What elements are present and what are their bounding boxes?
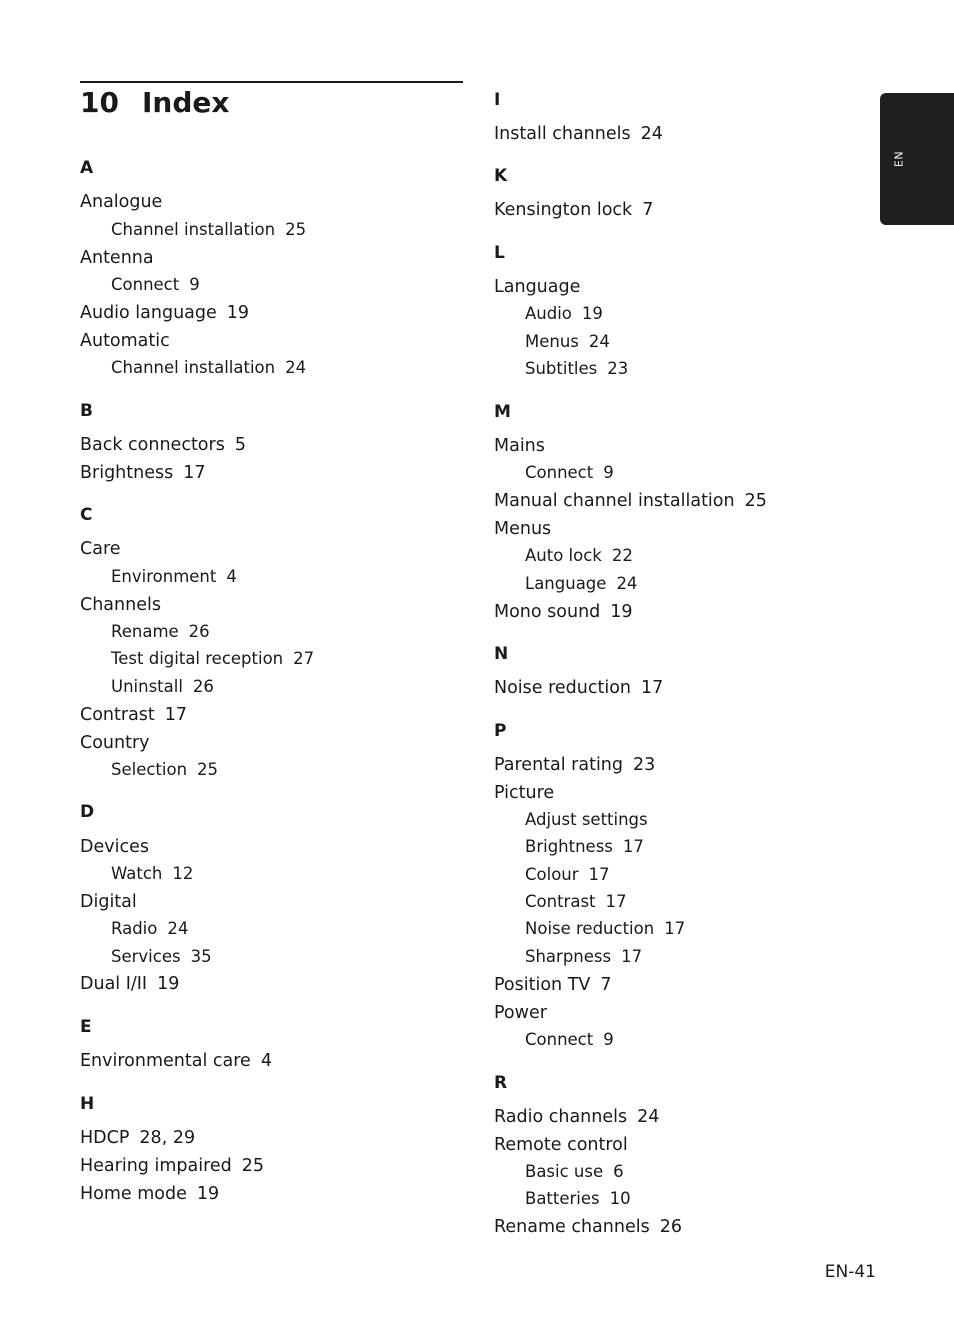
index-page-ref: 25 [197,760,219,779]
index-entry [494,1216,682,1238]
index-subentry [494,891,627,913]
index-page-ref: 17 [164,705,188,725]
index-term: Contrast [525,892,596,911]
index-subentry [494,462,614,484]
index-page-ref: 19 [610,602,633,622]
index-letter-heading: P [494,721,507,741]
index-letter-heading: E [80,1017,92,1037]
index-letter-heading: B [80,401,93,421]
index-page-ref: 35 [190,947,212,966]
index-term: Analogue [80,192,163,212]
index-subentry [494,864,610,886]
index-term: Connect [525,1030,594,1049]
index-page-ref: 5 [234,435,246,455]
index-entry [80,732,150,754]
index-letter-heading: I [494,90,501,110]
index-letter-heading: C [80,505,93,525]
index-letter-heading: R [494,1073,508,1093]
index-term: Antenna [80,248,154,268]
index-subentry [494,1188,631,1210]
index-page-ref: 24 [637,1107,660,1127]
index-subentry [494,303,603,325]
index-entry [494,677,663,699]
index-term: Kensington lock [494,200,633,220]
index-page-ref: 4 [226,567,237,586]
index-subentry [80,676,214,698]
index-entry [494,1002,547,1024]
index-term: Rename channels [494,1217,650,1237]
index-letter-heading: N [494,644,509,664]
index-subentry [80,946,212,968]
index-page-ref: 19 [226,303,250,323]
page-number: EN-41 [824,1262,876,1282]
index-entry [80,836,149,858]
index-letter-heading: K [494,166,508,186]
index-page-ref: 17 [622,837,644,856]
index-subentry [494,331,610,353]
index-term: Language [494,277,581,297]
index-entry [80,1050,272,1072]
index-term: Brightness [525,837,613,856]
index-entry [494,601,633,623]
index-entry [80,1127,195,1149]
index-letter-heading: L [494,243,505,263]
index-page-ref: 10 [609,1189,631,1208]
index-term: Noise reduction [525,919,655,938]
index-page-ref: 9 [189,275,200,294]
index-page-ref: 9 [603,463,614,482]
index-subentry [494,1161,624,1183]
index-page-ref: 6 [613,1162,624,1181]
index-term: Environment [111,567,217,586]
index-term: Power [494,1003,547,1023]
index-page-ref: 12 [172,864,194,883]
index-subentry [80,863,193,885]
index-term: Country [80,733,150,753]
index-term: Channel installation [111,358,276,377]
index-term: Dual I/II [80,974,148,994]
index-letter-heading: M [494,402,511,422]
index-page-ref: 17 [621,947,643,966]
index-term: Digital [80,892,137,912]
index-page-ref: 24 [640,124,663,144]
index-entry [80,330,170,352]
index-subentry [494,545,633,567]
index-term: Rename [111,622,179,641]
index-page-ref: 19 [157,974,180,994]
index-subentry [80,357,306,379]
index-page-ref: 26 [659,1217,682,1237]
index-term: Basic use [525,1162,604,1181]
index-entry [494,754,655,776]
index-subentry [494,918,685,940]
index-term: Mono sound [494,602,601,622]
index-letter-heading: A [80,158,94,178]
index-letter-heading: H [80,1094,95,1114]
index-subentry [80,759,218,781]
index-term: Devices [80,837,149,857]
index-term: Home mode [80,1184,187,1204]
index-page-ref: 22 [611,546,633,565]
index-term: Picture [494,783,555,803]
index-page-ref: 9 [603,1030,614,1049]
index-term: Hearing impaired [80,1156,232,1176]
index-page-ref: 17 [183,463,206,483]
index-entry [80,191,162,213]
index-page-ref: 27 [293,649,315,668]
chapter-number: 10 [80,86,119,119]
index-term: Environmental care [80,1051,251,1071]
index-term: Contrast [80,705,155,725]
index-subentry [80,274,200,296]
index-term: Install channels [494,124,631,144]
index-term: Uninstall [111,677,183,696]
index-page-ref: 28, 29 [139,1128,196,1148]
index-term: Sharpness [525,947,612,966]
index-subentry [80,621,210,643]
index-entry [494,518,551,540]
index-entry [494,435,545,457]
index-term: Audio [525,304,572,323]
index-term: Menus [525,332,579,351]
index-subentry [80,918,188,940]
index-entry [80,302,249,324]
index-term: Connect [111,275,180,294]
index-page-ref: 17 [605,892,627,911]
index-subentry [494,1029,614,1051]
index-term: Parental rating [494,755,624,775]
index-subentry [494,809,648,831]
chapter-name: Index [142,86,230,119]
index-term: Adjust settings [525,810,648,829]
index-page-ref: 19 [581,304,603,323]
index-term: Channels [80,595,161,615]
index-term: Back connectors [80,435,225,455]
index-entry [494,199,653,221]
language-tab [880,93,954,225]
index-term: Services [111,947,181,966]
index-subentry [494,836,644,858]
index-entry [80,538,121,560]
index-entry [80,462,206,484]
index-page-ref: 7 [600,975,612,995]
index-term: HDCP [80,1128,130,1148]
index-entry [494,1106,659,1128]
index-page-ref: 19 [196,1184,220,1204]
index-letter-heading: D [80,802,95,822]
index-page-ref: 25 [241,1156,265,1176]
index-page-ref: 26 [188,622,210,641]
index-page-ref: 17 [664,919,686,938]
index-term: Menus [494,519,552,539]
index-term: Auto lock [525,546,602,565]
index-term: Care [80,539,121,559]
index-subentry [80,219,306,241]
index-page-ref: 24 [167,919,189,938]
index-term: Channel installation [111,220,276,239]
index-term: Subtitles [525,359,598,378]
index-entry [80,1155,264,1177]
index-page-ref: 7 [642,200,654,220]
index-subentry [494,946,642,968]
index-term: Position TV [494,975,591,995]
header-rule [80,81,463,83]
index-subentry [80,566,237,588]
chapter-title [80,84,229,122]
language-tab-label: EN [892,150,906,168]
index-entry [80,594,161,616]
index-term: Colour [525,865,579,884]
index-term: Connect [525,463,594,482]
index-entry [494,974,612,996]
index-entry [80,247,154,269]
index-page-ref: 25 [285,220,307,239]
index-entry [80,891,137,913]
index-term: Language [525,574,607,593]
index-term: Batteries [525,1189,600,1208]
index-entry [80,434,246,456]
index-page-ref: 24 [285,358,307,377]
index-entry [80,704,187,726]
index-subentry [494,358,628,380]
index-term: Mains [494,436,545,456]
index-entry [80,973,179,995]
index-page-ref: 23 [633,755,656,775]
index-entry [494,276,580,298]
index-term: Audio language [80,303,217,323]
index-page-ref: 26 [192,677,214,696]
index-page-ref: 23 [607,359,629,378]
index-page-ref: 17 [641,678,664,698]
index-page-ref: 17 [588,865,610,884]
index-term: Remote control [494,1135,628,1155]
index-term: Test digital reception [111,649,284,668]
index-entry [494,1134,628,1156]
index-term: Watch [111,864,163,883]
index-entry [80,1183,219,1205]
index-term: Radio channels [494,1107,628,1127]
index-term: Manual channel installation [494,491,735,511]
index-entry [494,123,663,145]
index-term: Radio [111,919,158,938]
index-entry [494,490,767,512]
index-page-ref: 24 [588,332,610,351]
index-term: Automatic [80,331,170,351]
index-term: Selection [111,760,188,779]
index-term: Noise reduction [494,678,632,698]
index-term: Brightness [80,463,174,483]
index-subentry [80,648,314,670]
index-entry [494,782,554,804]
index-subentry [494,573,637,595]
index-page-ref: 24 [616,574,638,593]
index-page-ref: 4 [260,1051,272,1071]
index-page-ref: 25 [744,491,767,511]
